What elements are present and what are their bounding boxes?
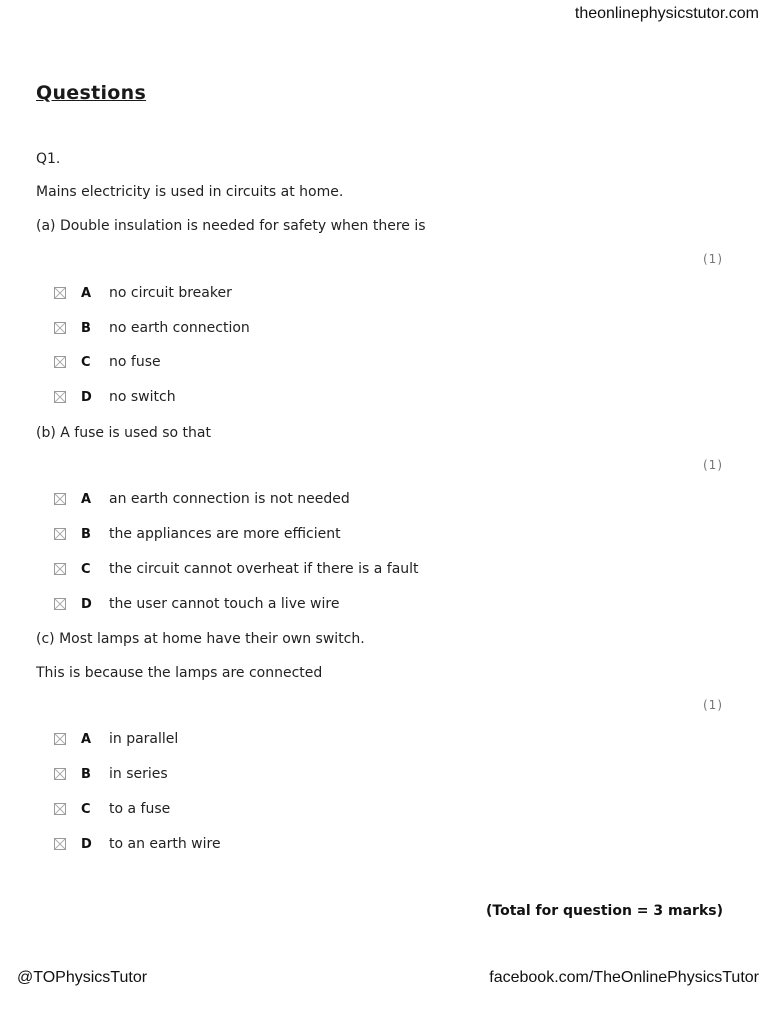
- option-text: no fuse: [109, 354, 161, 370]
- option-text: the circuit cannot overheat if there is a fault: [109, 561, 419, 577]
- option-letter: A: [81, 285, 92, 301]
- option-b-d[interactable]: [54, 595, 339, 613]
- part-a-stem: (a) Double insulation is needed for safety when there is: [36, 218, 426, 234]
- option-letter: D: [81, 596, 92, 612]
- option-text: to an earth wire: [109, 836, 221, 852]
- checkbox[interactable]: [54, 563, 66, 575]
- checkbox[interactable]: [54, 287, 66, 299]
- option-c-b[interactable]: [54, 765, 168, 783]
- checkbox[interactable]: [54, 598, 66, 610]
- option-a-d[interactable]: [54, 388, 176, 406]
- option-text: no earth connection: [109, 320, 250, 336]
- question-number: Q1.: [36, 151, 61, 167]
- checkbox[interactable]: [54, 768, 66, 780]
- option-letter: A: [81, 491, 92, 507]
- checkbox[interactable]: [54, 391, 66, 403]
- option-c-c[interactable]: [54, 800, 170, 818]
- option-a-a[interactable]: [54, 284, 232, 302]
- option-letter: A: [81, 731, 92, 747]
- total-marks: (Total for question = 3 marks): [486, 903, 723, 919]
- checkbox[interactable]: [54, 356, 66, 368]
- option-letter: D: [81, 836, 92, 852]
- part-b-mark: (1): [703, 458, 723, 472]
- page-title: Questions: [36, 82, 147, 104]
- option-b-a[interactable]: [54, 490, 350, 508]
- part-c-stem: (c) Most lamps at home have their own switch.: [36, 631, 365, 647]
- option-text: in parallel: [109, 731, 179, 747]
- option-text: an earth connection is not needed: [109, 491, 350, 507]
- part-c-stem-2: This is because the lamps are connected: [36, 665, 323, 681]
- option-text: in series: [109, 766, 168, 782]
- option-text: to a fuse: [109, 801, 171, 817]
- option-letter: C: [81, 561, 91, 577]
- checkbox[interactable]: [54, 733, 66, 745]
- option-b-c[interactable]: [54, 560, 419, 578]
- option-letter: B: [81, 766, 91, 782]
- checkbox[interactable]: [54, 322, 66, 334]
- site-url: theonlinephysicstutor.com: [574, 5, 759, 22]
- option-a-c[interactable]: [54, 353, 161, 371]
- option-c-a[interactable]: [54, 730, 178, 748]
- footer-twitter: @TOPhysicsTutor: [17, 969, 148, 986]
- option-letter: D: [81, 389, 92, 405]
- option-a-b[interactable]: [54, 319, 250, 337]
- option-letter: B: [81, 526, 91, 542]
- checkbox[interactable]: [54, 528, 66, 540]
- option-b-b[interactable]: [54, 525, 341, 543]
- option-text: no circuit breaker: [109, 285, 232, 301]
- checkbox[interactable]: [54, 493, 66, 505]
- part-b-stem: (b) A fuse is used so that: [36, 425, 211, 441]
- checkbox[interactable]: [54, 803, 66, 815]
- option-letter: B: [81, 320, 91, 336]
- option-letter: C: [81, 801, 91, 817]
- option-text: the appliances are more efficient: [109, 526, 341, 542]
- option-c-d[interactable]: [54, 835, 221, 853]
- checkbox[interactable]: [54, 838, 66, 850]
- footer-facebook: facebook.com/TheOnlinePhysicsTutor: [489, 969, 759, 986]
- option-text: no switch: [109, 389, 176, 405]
- part-a-mark: (1): [703, 252, 723, 266]
- option-letter: C: [81, 354, 91, 370]
- question-intro: Mains electricity is used in circuits at home.: [36, 184, 344, 200]
- part-c-mark: (1): [703, 698, 723, 712]
- option-text: the user cannot touch a live wire: [109, 596, 340, 612]
